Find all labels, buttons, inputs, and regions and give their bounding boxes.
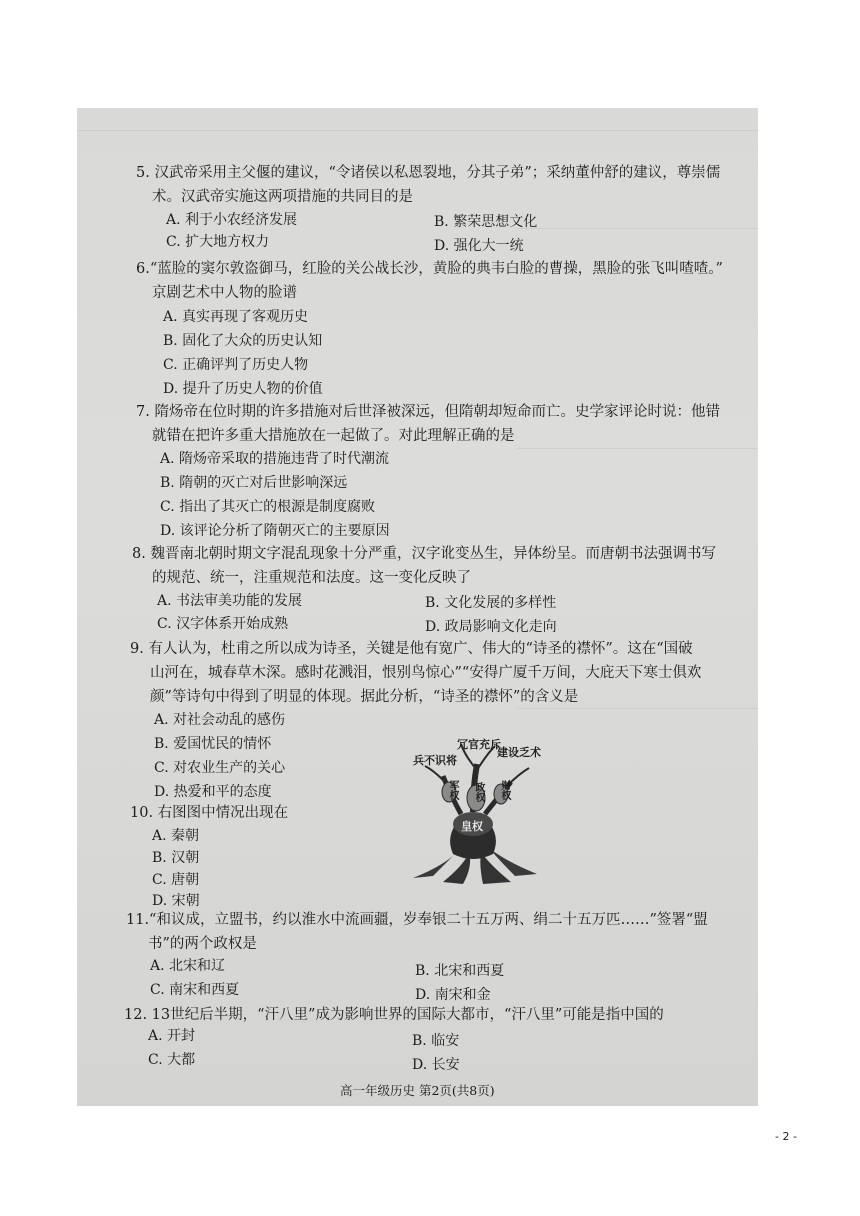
option-b: B. 爱国忧民的情怀 <box>154 736 272 752</box>
option-a: A. 真实再现了客观历史 <box>163 309 309 325</box>
question-line: 12. 13世纪后半期，“汗八里”成为影响世界的国际大都市，“汗八里”可能是指中国的 <box>124 1007 664 1023</box>
option-b: B. 临安 <box>412 1033 460 1049</box>
question-line: 的规范、统一，注重规范和法度。这一变化反映了 <box>152 570 471 586</box>
option-a: A. 书法审美功能的发展 <box>157 593 303 609</box>
question-line: 京剧艺术中人物的脸谱 <box>152 285 297 301</box>
label-shu: 建设乏术 <box>497 746 541 759</box>
option-d: D. 强化大一统 <box>434 238 524 254</box>
option-b: B. 繁荣思想文化 <box>434 214 538 230</box>
question-line: 书”的两个政权是 <box>148 936 257 952</box>
label-zheng: 政权 <box>473 782 484 802</box>
page-number: - 2 - <box>775 1130 797 1143</box>
option-d: D. 长安 <box>412 1057 460 1073</box>
option-b: B. 北宋和西夏 <box>415 963 505 979</box>
option-c: C. 南宋和西夏 <box>150 982 240 998</box>
option-b: B. 文化发展的多样性 <box>425 595 557 611</box>
question-line: 山河在，城春草木深。感时花溅泪，恨别鸟惊心”“安得广厦千万间，大庇天下寒士俱欢 <box>150 665 702 681</box>
option-d: D. 政局影响文化走向 <box>425 619 557 635</box>
question-line: 10. 右图图中情况出现在 <box>130 805 289 821</box>
label-guan: 冗官充斥 <box>457 738 501 751</box>
option-c: C. 扩大地方权力 <box>166 234 270 250</box>
question-line: 就错在把许多重大措施放在一起做了。对此理解正确的是 <box>152 428 515 444</box>
label-jiang: 兵不识将 <box>413 754 457 767</box>
option-c: C. 汉字体系开始成熟 <box>157 616 289 632</box>
question-line: 术。汉武帝实施这两项措施的共同目的是 <box>152 189 413 205</box>
option-a: A. 开封 <box>148 1028 196 1044</box>
question-line: 11.“和议成，立盟书，约以淮水中流画疆，岁奉银二十五万两、绢二十五万匹……”签署“盟 <box>126 912 708 928</box>
option-a: A. 北宋和辽 <box>150 958 226 974</box>
option-a: A. 利于小农经济发展 <box>166 212 298 228</box>
option-b: B. 隋朝的灭亡对后世影响深远 <box>160 475 348 491</box>
option-d: D. 提升了历史人物的价值 <box>163 381 323 397</box>
option-c: C. 指出了其灭亡的根源是制度腐败 <box>160 499 376 515</box>
option-a: A. 对社会动乱的感伤 <box>154 712 286 728</box>
question-line: 8. 魏晋南北朝时期文字混乱现象十分严重，汉字讹变丛生，异体纷呈。而唐朝书法强调书写 <box>132 546 716 562</box>
label-cai: 财权 <box>499 780 510 800</box>
option-c: C. 大都 <box>148 1052 196 1068</box>
option-d: D. 该评论分析了隋朝灭亡的主要原因 <box>160 523 390 539</box>
power-tree-figure <box>403 736 543 886</box>
page-footer: 高一年级历史 第2页(共8页) <box>340 1083 495 1098</box>
option-c: C. 唐朝 <box>152 872 200 888</box>
option-d: D. 热爱和平的态度 <box>154 784 272 800</box>
label-jun: 军权 <box>447 780 458 800</box>
question-line: 6.“蓝脸的窦尔敦盗御马，红脸的关公战长沙，黄脸的典韦白脸的曹操，黑脸的张飞叫喳喳。” <box>136 261 723 277</box>
option-c: C. 正确评判了历史人物 <box>163 357 309 373</box>
option-c: C. 对农业生产的关心 <box>154 760 286 776</box>
option-b: B. 固化了大众的历史认知 <box>163 333 323 349</box>
option-b: B. 汉朝 <box>152 850 200 866</box>
question-line: 7. 隋炀帝在位时期的许多措施对后世泽被深远，但隋朝却短命而亡。史学家评论时说：他错 <box>136 404 720 420</box>
question-line: 9. 有人认为，杜甫之所以成为诗圣，关键是他有宽广、伟大的“诗圣的襟怀”。这在“国破 <box>130 641 693 657</box>
option-a: A. 隋炀帝采取的措施违背了时代潮流 <box>160 451 390 467</box>
option-d: D. 南宋和金 <box>415 987 491 1003</box>
question-line: 颜”等诗句中得到了明显的体现。据此分析，“诗圣的襟怀”的含义是 <box>150 689 579 705</box>
question-line: 5. 汉武帝采用主父偃的建议，“令诸侯以私恩裂地，分其子弟”；采纳董仲舒的建议，尊崇儒 <box>136 165 721 181</box>
label-huang: 皇权 <box>461 820 483 833</box>
option-d: D. 宋朝 <box>152 893 200 909</box>
option-a: A. 秦朝 <box>152 828 200 844</box>
